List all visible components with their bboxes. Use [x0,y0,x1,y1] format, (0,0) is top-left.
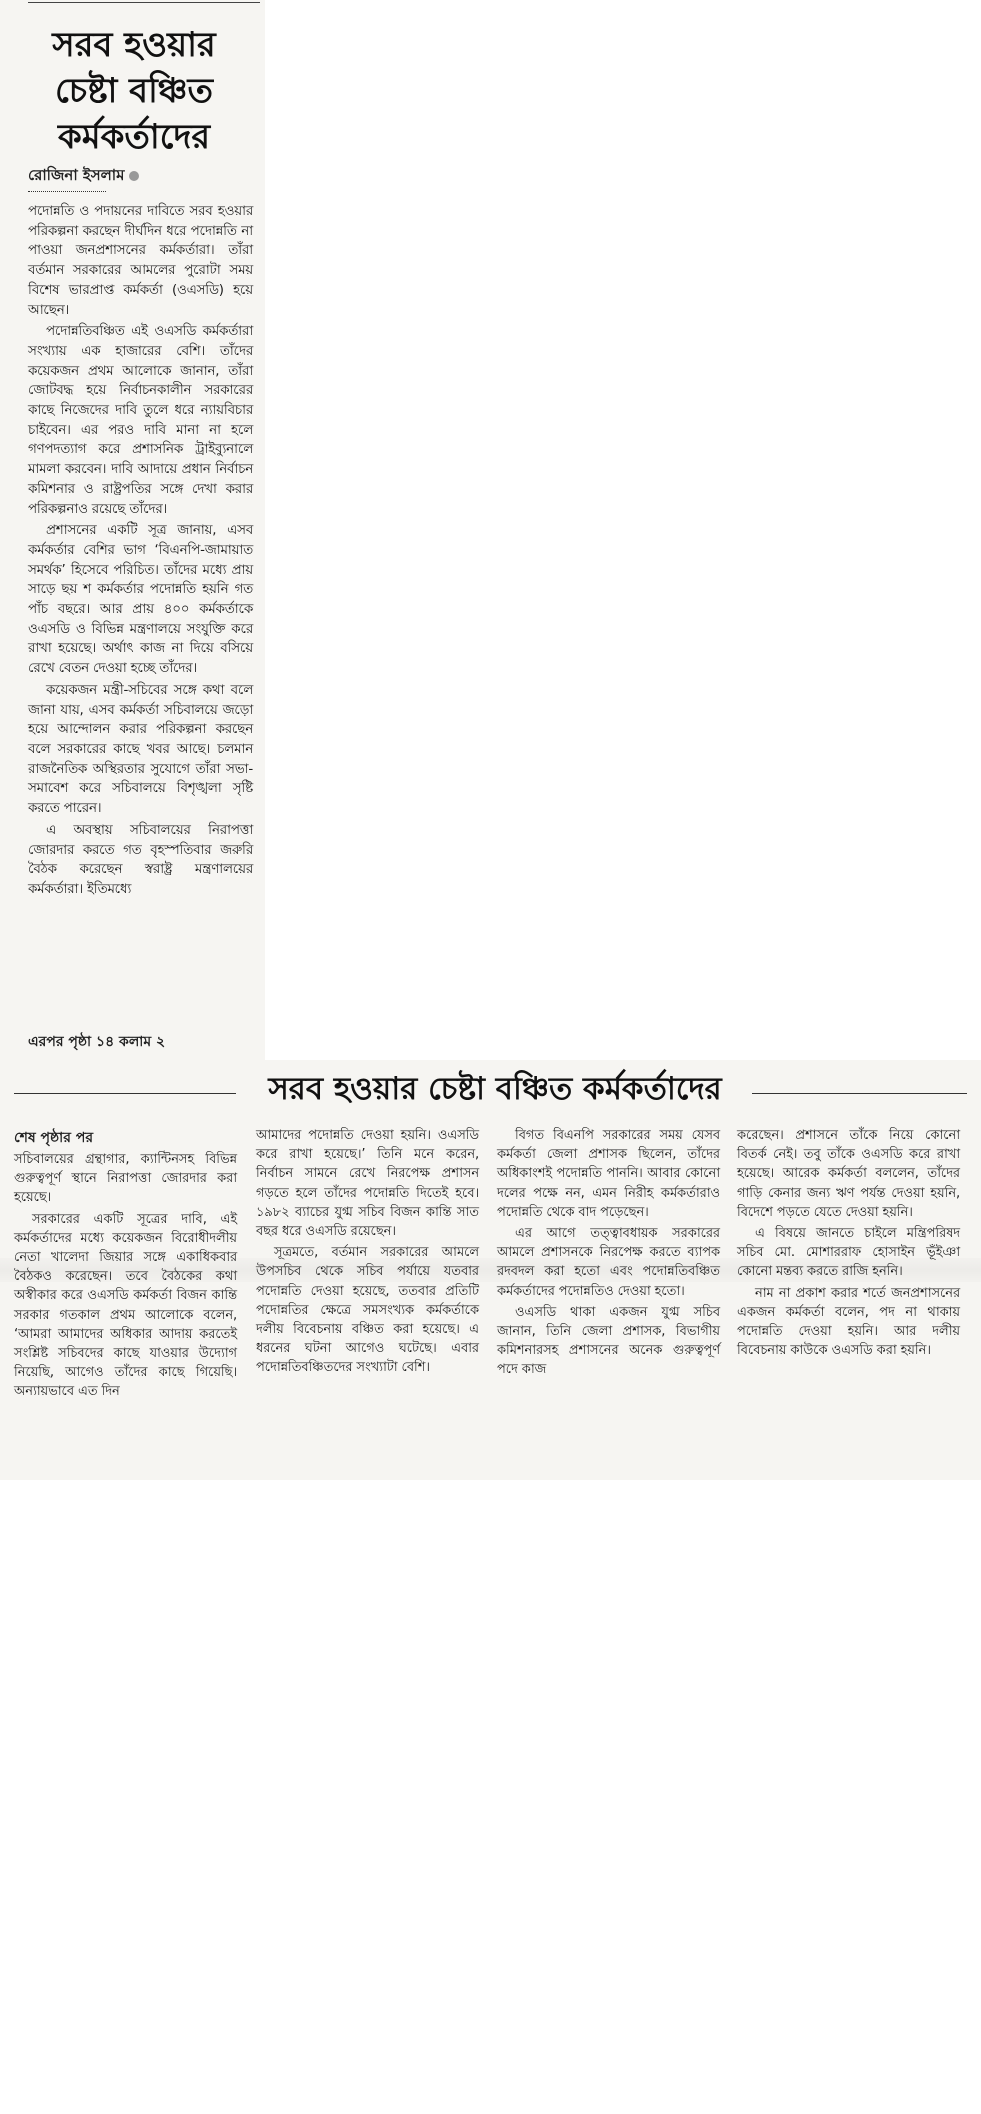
body-paragraph: পদোন্নতি ও পদায়নের দাবিতে সরব হওয়ার পরিকল্পনা করছেন দীর্ঘদিন ধরে পদোন্নতি না পাওয়া জনপ্রশাসনের কর্মকর্তারা। তাঁরা বর্তমান সরকারের আমলের পুরোটা সময় বিশেষ ভারপ্রাপ্ত কর্মকর্তা (ওএসডি) হয়ে আছেন। [28,204,253,318]
headline-line: চেষ্টা বঞ্চিত [54,71,214,111]
continuation-column-4 [737,1126,960,1362]
continued-notice: এরপর পৃষ্ঠা ১৪ কলাম ২ [28,1034,166,1050]
front-body-column [28,202,253,902]
byline [28,164,139,189]
body-paragraph: সচিবালয়ের গ্রন্থাগার, ক্যান্টিনসহ বিভিন্ন গুরুত্বপূর্ণ স্থানে নিরাপত্তা জোরদার করা হয়েছে। [14,1152,237,1206]
body-paragraph: আমাদের পদোন্নতি দেওয়া হয়নি। ওএসডি করে রাখা হয়েছে।’ তিনি মনে করেন, নির্বাচন সামনে রেখে নিরপেক্ষ প্রশাসন গড়তে হলে তাঁদের পদোন্নতি দিতেই হবে। ১৯৮২ ব্যাচের যুগ্ম সচিব বিজন কান্তি সাত বছর ধরে ওএসডি রয়েছেন। [256,1128,479,1240]
continuation-headline: সরব হওয়ার চেষ্টা বঞ্চিত কর্মকর্তাদের [268,1071,722,1107]
front-page-clipping [0,0,265,1060]
byline-name: রোজিনা ইসলাম [28,166,125,184]
body-paragraph: কয়েকজন মন্ত্রী-সচিবের সঙ্গে কথা বলে জানা যায়, এসব কর্মকর্তা সচিবালয়ে জড়ো হয়ে আন্দোলন করার পরিকল্পনা করছেন বলে সরকারের কাছে খবর আছে। চলমান রাজনৈতিক অস্থিরতার সুযোগে তাঁরা সভা-সমাবেশ করে সচিবালয়ে বিশৃঙ্খলা সৃষ্টি করতে পারেন। [28,682,253,817]
body-paragraph: ওএসডি থাকা একজন যুগ্ম সচিব জানান, তিনি জেলা প্রশাসক, বিভাগীয় কমিশনারসহ প্রশাসনের অনেক গুরুত্বপূর্ণ পদে কাজ [497,1304,720,1378]
headline-rule-left [14,1093,236,1094]
continued-from-label: শেষ পৃষ্ঠার পর [14,1130,94,1146]
front-headline [14,22,254,160]
body-paragraph: বিগত বিএনপি সরকারের সময় যেসব কর্মকর্তা জেলা প্রশাসক ছিলেন, তাঁদের অধিকাংশই পদোন্নতি পাননি। আবার কোনো দলের পক্ষে নন, এমন নিরীহ কর্মকর্তারাও পদোন্নতি থেকে বাদ পড়েছেন। [497,1128,720,1220]
headline-line: কর্মকর্তাদের [57,117,211,157]
body-paragraph: পদোন্নতিবঞ্চিত এই ওএসডি কর্মকর্তারা সংখ্যায় এক হাজারের বেশি। তাঁদের কয়েকজন প্রথম আলোকে জানান, তাঁরা জোটবদ্ধ হয়ে নির্বাচনকালীন সরকারের কাছে নিজেদের দাবি তুলে ধরে ন্যায়বিচার চাইবেন। এর পরও দাবি মানা না হলে গণপদত্যাগ করে প্রশাসনিক ট্রাইব্যুনালে মামলা করবেন। দাবি আদায়ে প্রধান নির্বাচন কমিশনার ও রাষ্ট্রপতির সঙ্গে দেখা করার পরিকল্পনাও রয়েছে তাঁদের। [28,324,253,517]
body-paragraph: নাম না প্রকাশ করার শর্তে জনপ্রশাসনের একজন কর্মকর্তা বলেন, পদ না থাকায় পদোন্নতি দেওয়া হয়নি। আর দলীয় বিবেচনায় কাউকে ওএসডি করা হয়নি। [737,1285,960,1359]
headline-line: সরব হওয়ার [52,25,216,65]
body-paragraph: করেছেন। প্রশাসনে তাঁকে নিয়ে কোনো বিতর্ক নেই। তবু তাঁকে ওএসডি করে রাখা হয়েছে। আরেক কর্মকর্তা বললেন, তাঁদের গাড়ি কেনার জন্য ঋণ পর্যন্ত দেওয়া হয়নি, বিদেশে পড়তে যেতে দেওয়া হয়নি। [737,1128,960,1220]
body-paragraph: প্রশাসনের একটি সূত্র জানায়, এসব কর্মকর্তার বেশির ভাগ ‘বিএনপি-জামায়াত সমর্থক’ হিসেবে পরিচিত। তাঁদের মধ্যে প্রায় সাড়ে ছয় শ কর্মকর্তার পদোন্নতি হয়নি গত পাঁচ বছরে। আর প্রায় ৪০০ কর্মকর্তাকে ওএসডি ও বিভিন্ন মন্ত্রণালয়ে সংযুক্তি করে রাখা হয়েছে। অর্থাৎ কাজ না দিয়ে বসিয়ে রেখে বেতন দেওয়া হচ্ছে তাঁদের। [28,523,253,677]
dotted-divider [28,191,106,192]
headline-rule-right [752,1093,967,1094]
continuation-column-3 [497,1126,720,1382]
top-rule [28,2,260,3]
body-paragraph: এ অবস্থায় সচিবালয়ের নিরাপত্তা জোরদার করতে গত বৃহস্পতিবার জরুরি বৈঠক করেছেন স্বরাষ্ট্র মন্ত্রণালয়ের কর্মকর্তারা। ইতিমধ্যে [28,822,253,897]
body-paragraph: সূত্রমতে, বর্তমান সরকারের আমলে উপসচিব থেকে সচিব পর্যায়ে যতবার পদোন্নতি দেওয়া হয়েছে, ততবার প্রতিটি পদোন্নতির ক্ষেত্রে সমসংখ্যক কর্মকর্তাকে দলীয় বিবেচনায় বঞ্চিত করা হয়েছে। এ ধরনের ঘটনা আগেও ঘটেছে। এবার পদোন্নতিবঞ্চিতদের সংখ্যাটা বেশি। [256,1245,479,1376]
body-paragraph: এ বিষয়ে জানতে চাইলে মন্ত্রিপরিষদ সচিব মো. মোশাররাফ হোসাইন ভূঁইঞা কোনো মন্তব্য করতে রাজি হননি। [737,1226,960,1280]
continuation-column-1 [14,1150,237,1404]
body-paragraph: সরকারের একটি সূত্রের দাবি, এই কর্মকর্তাদের মধ্যে কয়েকজন বিরোধীদলীয় নেতা খালেদা জিয়ার সঙ্গে একাধিকবার বৈঠকও করেছেন। তবে বৈঠকের কথা অস্বীকার করে ওএসডি কর্মকর্তা বিজন কান্তি সরকার গতকাল প্রথম আলোকে বলেন, ‘আমরা আমাদের অধিকার আদায় করতেই সংশ্লিষ্ট সচিবদের কাছে যাওয়ার উদ্যোগ নিয়েছি, আগেও তাঁদের কাছে গিয়েছি। অন্যায়ভাবে এত দিন [14,1211,237,1400]
bullet-icon [129,171,139,181]
body-paragraph: এর আগে তত্ত্বাবধায়ক সরকারের আমলে প্রশাসনকে নিরপেক্ষ করতে ব্যাপক রদবদল করা হতো এবং পদোন্নতিবঞ্চিত কর্মকর্তাদের পদোন্নতিও দেওয়া হতো। [497,1226,720,1299]
continuation-column-2 [256,1126,479,1380]
